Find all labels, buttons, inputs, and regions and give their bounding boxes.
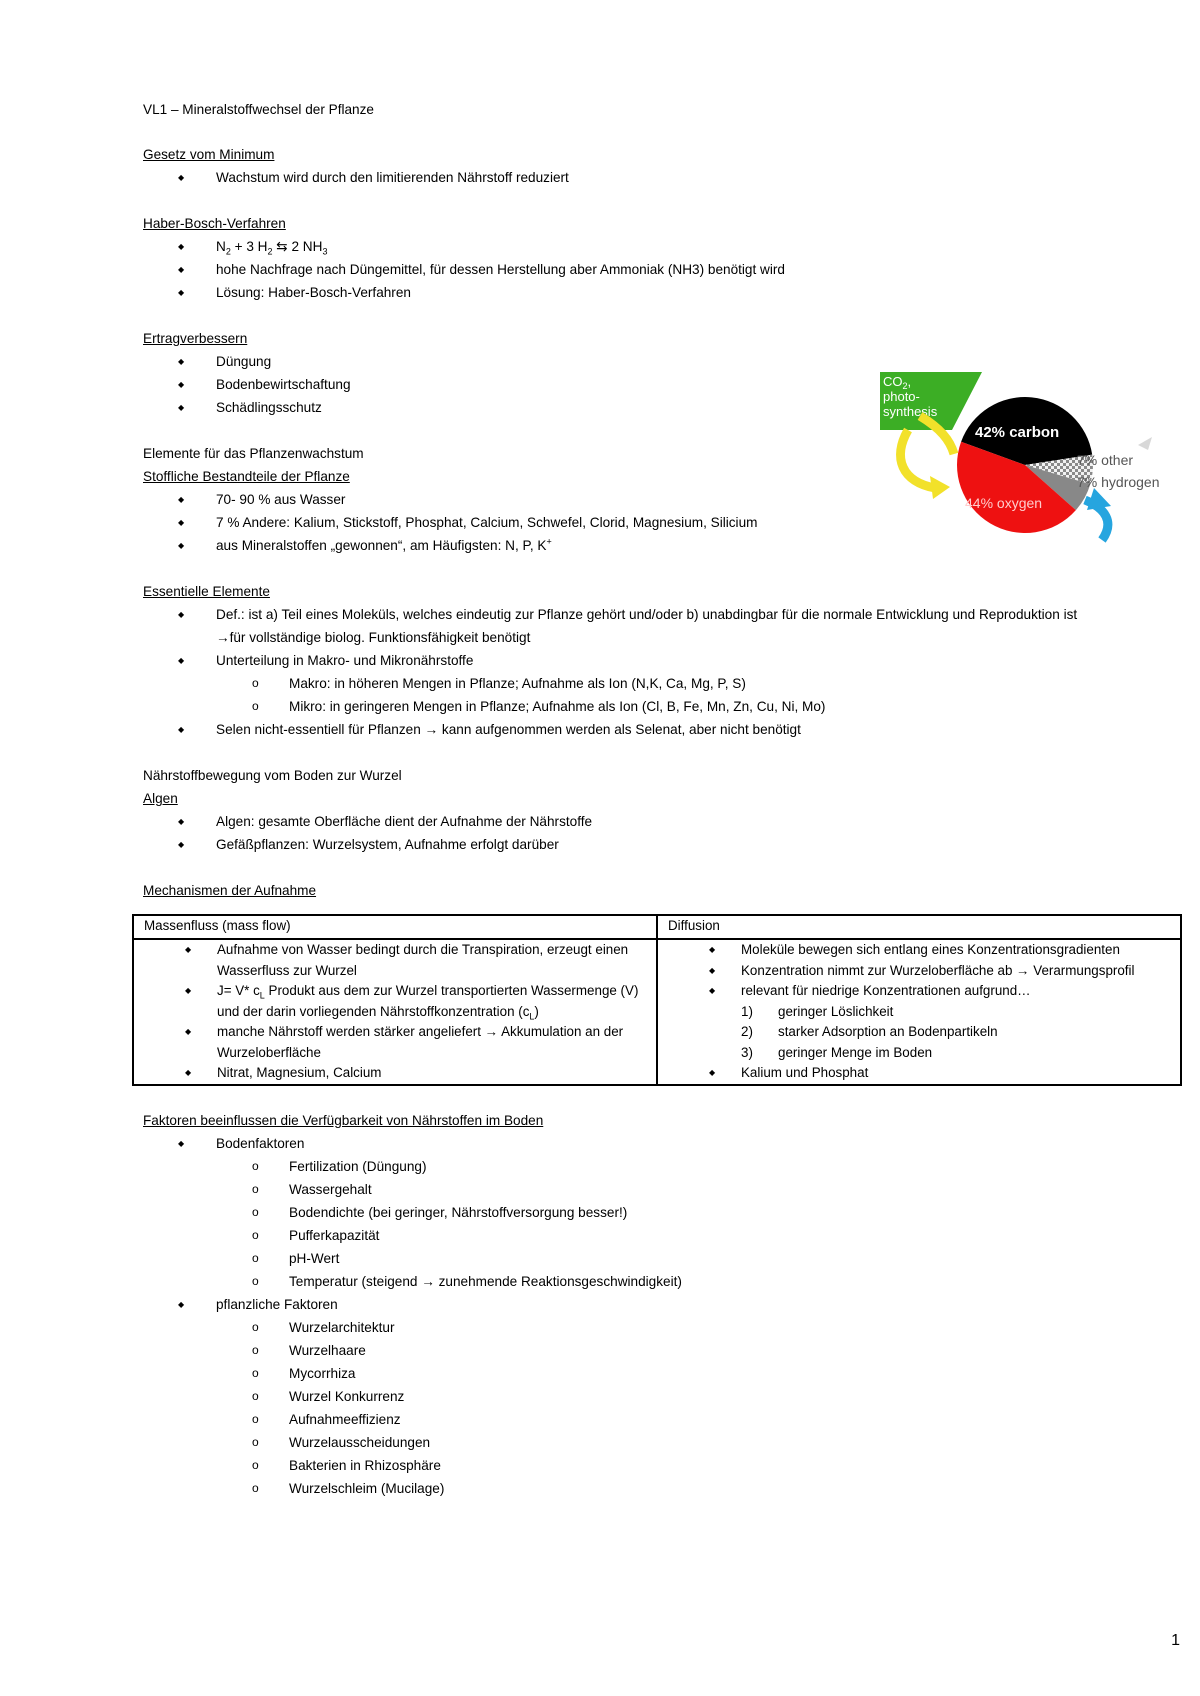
table-header-diffusion: Diffusion — [657, 915, 1181, 939]
list-item: ◆ 7 % Andere: Kalium, Stickstoff, Phosphat, Calcium, Schwefel, Clorid, Magnesium, Silicium — [143, 511, 1183, 534]
sub-list — [216, 1316, 1183, 1500]
sub-list-item: o Temperatur (steigend → zunehmende Reaktionsgeschwindigkeit) — [216, 1270, 1183, 1293]
section-heading: Nährstoffbewegung vom Boden zur Wurzel — [143, 768, 402, 783]
yellow-arrow-head — [930, 476, 950, 499]
sub-list-item: o Wurzel Konkurrenz — [216, 1385, 1183, 1408]
section-heading: Elemente für das Pflanzenwachstum — [143, 446, 364, 461]
list-item: ◆ Selen nicht-essentiell für Pflanzen → kann aufgenommen werden als Selenat, aber nicht benötigt — [143, 718, 1183, 741]
list-item-text: aus Mineralstoffen „gewonnen“, am Häufigsten: N, P, K — [216, 538, 547, 553]
table-row — [133, 939, 1181, 1085]
numbered-item — [741, 1043, 1176, 1064]
section-subheading: Algen — [143, 791, 178, 806]
list-item — [668, 981, 1176, 1063]
formula-sub: L — [259, 990, 265, 1001]
item-number: 1) — [741, 1003, 753, 1019]
eq-h: + 3 H — [230, 239, 268, 254]
item-text: starker Adsorption an Bodenpartikeln — [778, 1024, 998, 1039]
bullet-list — [144, 940, 652, 1084]
list-item: ◆ Bodenbewirtschaftung — [143, 373, 1183, 396]
sub-list-item: o Fertilization (Düngung) — [216, 1155, 1183, 1178]
document-page — [143, 98, 1183, 1523]
sub-list-item: o Makro: in höheren Mengen in Pflanze; Aufnahme als Ion (N,K, Ca, Mg, P, S) — [216, 672, 1183, 695]
list-item-text: ◆ Unterteilung in Makro- und Mikronährstoffe — [216, 653, 474, 668]
sub-list-item: o Wassergehalt — [216, 1178, 1183, 1201]
item-number: 3) — [741, 1044, 753, 1060]
item-number: 2) — [741, 1024, 753, 1039]
pie-label-hydrogen: 7% hydrogen — [1077, 474, 1160, 490]
formula-text: Produkt aus dem zur Wurzel transportierten Wassermenge (V) und der darin vorliegenden Nährstoffkonzentration (c — [217, 983, 639, 1019]
definition-conclusion: →für vollständige biolog. Funktionsfähigkeit benötigt — [216, 630, 531, 645]
section-heading: Mechanismen der Aufnahme — [143, 883, 317, 898]
table-cell-diffusion — [657, 939, 1181, 1085]
sub-list-item: o Aufnahmeeffizienz — [216, 1408, 1183, 1431]
numbered-item — [741, 1002, 1176, 1023]
section-heading: Faktoren beeinflussen die Verfügbarkeit von Nährstoffen im Boden — [143, 1112, 544, 1128]
blue-arrow-head — [1087, 488, 1111, 510]
list-item: ◆ manche Nährstoff werden stärker angeliefert → Akkumulation an der Wurzeloberfläche — [144, 1022, 652, 1063]
item-text: geringer Löslichkeit — [778, 1003, 894, 1019]
numbered-list — [741, 1002, 1176, 1064]
table-header-row — [133, 915, 1181, 939]
section-mechanismen — [143, 879, 1183, 1086]
item-text: geringer Menge im Boden — [778, 1044, 933, 1060]
bullet-list — [143, 235, 1183, 304]
sub-list-item: o Pufferkapazität — [216, 1224, 1183, 1247]
sub-list-item: o Wurzelausscheidungen — [216, 1431, 1183, 1454]
list-item: ◆ hohe Nachfrage nach Düngemittel, für dessen Herstellung aber Ammoniak (NH3) benötigt wird — [143, 258, 1183, 281]
list-item: ◆ Lösung: Haber-Bosch-Verfahren — [143, 281, 1183, 304]
list-item: ◆ Schädlingsschutz — [143, 396, 1183, 419]
eq-nh: ⇆ 2 NH — [272, 239, 323, 254]
section-haber-bosch — [143, 212, 1183, 304]
sub-list-item: o Mikro: in geringeren Mengen in Pflanze; Aufnahme als Ion (Cl, B, Fe, Mn, Zn, Cu, Ni, Mo) — [216, 695, 1183, 718]
k-superscript: + — [546, 536, 552, 547]
section-faktoren — [143, 1109, 1183, 1500]
list-item: ◆ Konzentration nimmt zur Wurzeloberfläche ab → Verarmungsprofil — [668, 961, 1176, 982]
list-item: ◆ Algen: gesamte Oberfläche dient der Aufnahme der Nährstoffe — [143, 810, 1183, 833]
section-subheading: Stoffliche Bestandteile der Pflanze — [143, 469, 350, 484]
page-number: 1 — [1171, 1632, 1180, 1649]
bullet-list — [143, 810, 1183, 856]
list-item-text: ◆ relevant für niedrige Konzentrationen aufgrund… — [741, 983, 1031, 998]
section-gesetz-vom-minimum — [143, 143, 1183, 189]
bullet-list — [143, 1132, 1183, 1500]
section-naehrstoffbewegung — [143, 764, 1183, 856]
list-item: ◆ Nitrat, Magnesium, Calcium — [144, 1063, 652, 1084]
group-label: ◆ pflanzliche Faktoren — [216, 1296, 338, 1312]
eq-nh-sub: 3 — [322, 246, 328, 257]
list-item: ◆ Kalium und Phosphat — [668, 1063, 1176, 1084]
decorative-shape — [1138, 437, 1152, 450]
document-title: VL1 – Mineralstoffwechsel der Pflanze — [143, 102, 374, 117]
sub-list-item: o Mycorrhiza — [216, 1362, 1183, 1385]
section-essentielle-elemente — [143, 580, 1183, 741]
pie-label-carbon: 42% carbon — [975, 424, 1060, 441]
sub-list-item: o Wurzelschleim (Mucilage) — [216, 1477, 1183, 1500]
numbered-item — [741, 1022, 1176, 1043]
list-item: ◆ Aufnahme von Wasser bedingt durch die Transpiration, erzeugt einen Wasserfluss zur Wurzel — [144, 940, 652, 981]
list-item: ◆ Düngung — [143, 350, 1183, 373]
sub-list — [216, 672, 1183, 718]
formula-start: J= V* c — [217, 983, 260, 998]
definition-text: ◆ Def.: ist a) Teil eines Moleküls, welches eindeutig zur Pflanze gehört und/oder b) unabdingbar für die normale Entwicklung und Reproduktion ist — [216, 607, 1078, 622]
section-heading: Haber-Bosch-Verfahren — [143, 216, 286, 231]
list-item-formula — [144, 981, 652, 1022]
list-item-group — [143, 1132, 1183, 1293]
list-item — [143, 649, 1183, 718]
eq-h-sub: 2 — [267, 246, 273, 257]
sub-list — [216, 1155, 1183, 1293]
list-item: ◆ Moleküle bewegen sich entlang eines Konzentrationsgradienten — [668, 940, 1176, 961]
sub-list-item: o pH-Wert — [216, 1247, 1183, 1270]
mechanism-table — [132, 914, 1182, 1086]
list-item: ◆ 70- 90 % aus Wasser — [143, 488, 1183, 511]
eq-n-sub: 2 — [225, 246, 231, 257]
formula-end: ) — [534, 1003, 539, 1019]
yellow-arrow — [901, 430, 935, 488]
photosynthesis-label-2: synthesis — [883, 404, 938, 419]
list-item-definition — [143, 603, 1183, 649]
section-heading: Essentielle Elemente — [143, 584, 270, 599]
bullet-list — [143, 166, 1183, 189]
list-item-group — [143, 1293, 1183, 1500]
co2-label: $CO_2$, — [883, 374, 912, 391]
section-heading: Ertragverbessern — [143, 331, 248, 346]
list-item: ◆ Wachstum wird durch den limitierenden Nährstoff reduziert — [143, 166, 1183, 189]
sub-list-item: o Wurzelarchitektur — [216, 1316, 1183, 1339]
sub-list-item: o Bakterien in Rhizosphäre — [216, 1454, 1183, 1477]
list-item: ◆ Gefäßpflanzen: Wurzelsystem, Aufnahme erfolgt darüber — [143, 833, 1183, 856]
table-cell-massenfluss — [133, 939, 657, 1085]
table-header-massenfluss: Massenfluss (mass flow) — [133, 915, 657, 939]
pie-label-oxygen: 44% oxygen — [965, 495, 1043, 511]
sub-list-item: o Wurzelhaare — [216, 1339, 1183, 1362]
list-item-equation — [143, 235, 1183, 258]
bullet-list — [143, 603, 1183, 741]
sub-list-item: o Bodendichte (bei geringer, Nährstoffversorgung besser!) — [216, 1201, 1183, 1224]
pie-slices — [957, 397, 1093, 533]
group-label: ◆ Bodenfaktoren — [216, 1135, 305, 1151]
section-heading: Gesetz vom Minimum — [143, 147, 275, 162]
eq-n: N — [216, 239, 226, 254]
bullet-list — [668, 940, 1176, 1084]
photosynthesis-label-1: photo- — [883, 389, 920, 404]
pie-label-other: 7% other — [1077, 452, 1134, 468]
formula-sub: L — [529, 1011, 535, 1022]
plant-composition-pie-chart — [880, 370, 1175, 555]
